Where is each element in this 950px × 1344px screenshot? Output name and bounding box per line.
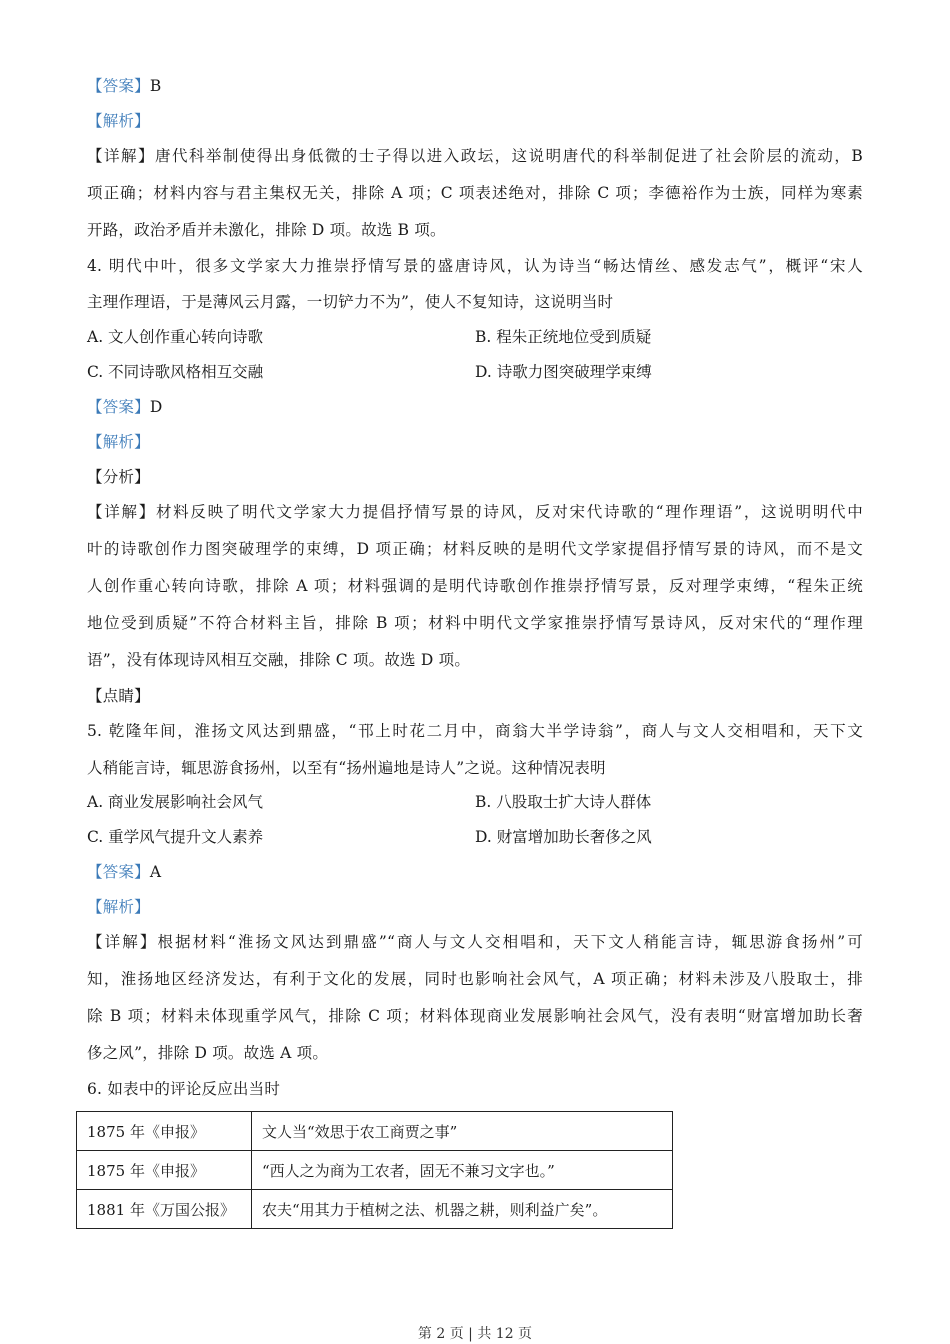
comment-cell: 文人当“效思于农工商贾之事” bbox=[252, 1112, 673, 1151]
q4-fenxi-label: 【分析】 bbox=[87, 468, 150, 486]
answer-label: 【答案】 bbox=[87, 863, 150, 881]
table-row bbox=[77, 1151, 673, 1190]
q5-detail-line-1: 【详解】根据材料“淮扬文风达到鼎盛”“商人与文人交相唱和，天下文人稍能言诗，辄思游食扬州”可 bbox=[87, 933, 863, 951]
table-row bbox=[77, 1112, 673, 1151]
q6-stem: 6. 如表中的评论反应出当时 bbox=[87, 1080, 281, 1098]
detail-label: 【详解】 bbox=[87, 503, 156, 521]
q5-stem-line-1: 5. 乾隆年间，淮扬文风达到鼎盛，“邗上时花二月中，商翁大半学诗翁”，商人与文人交相唱和，天下文 bbox=[87, 722, 863, 740]
q5-option-a: A. 商业发展影响社会风气 bbox=[87, 793, 264, 811]
q3-detail-line-2: 项正确；材料内容与君主集权无关，排除 A 项；C 项表述绝对，排除 C 项；李德裕作为士族，同样为寒素 bbox=[87, 184, 863, 202]
q3-detail-line-3: 开路，政治矛盾并未激化，排除 D 项。故选 B 项。 bbox=[87, 221, 446, 239]
q5-answer bbox=[87, 862, 161, 882]
q4-analysis-label: 【解析】 bbox=[87, 433, 150, 451]
table-row bbox=[77, 1190, 673, 1229]
answer-value: B bbox=[149, 77, 162, 95]
answer-value: A bbox=[149, 863, 162, 881]
q4-stem-line-1: 4. 明代中叶，很多文学家大力推崇抒情写景的盛唐诗风，认为诗当“畅达情丝、感发志气”，概评“宋人 bbox=[87, 257, 863, 275]
q5-option-d: D. 财富增加助长奢侈之风 bbox=[475, 828, 652, 846]
q4-stem-line-2: 主理作理语，于是薄风云月露，一切铲力不为”，使人不复知诗，这说明当时 bbox=[87, 293, 614, 311]
q5-option-c: C. 重学风气提升文人素养 bbox=[87, 828, 264, 846]
page-footer: 第 2 页 | 共 12 页 bbox=[417, 1326, 533, 1342]
detail-label: 【详解】 bbox=[87, 147, 155, 165]
q5-analysis-label: 【解析】 bbox=[87, 898, 150, 916]
q5-stem-line-2: 人稍能言诗，辄思游食扬州，以至有“扬州遍地是诗人”之说。这种情况表明 bbox=[87, 759, 606, 777]
q3-analysis-label: 【解析】 bbox=[87, 112, 150, 130]
q4-detail-line-3: 人创作重心转向诗歌，排除 A 项；材料强调的是明代诗歌创作推崇抒情写景，反对理学束缚，“程朱正统 bbox=[87, 577, 863, 595]
comment-cell: “西人之为商为工农者，固无不兼习文字也。” bbox=[252, 1151, 673, 1190]
q3-answer bbox=[87, 76, 161, 96]
answer-value: D bbox=[149, 398, 163, 416]
q4-dianjing-label: 【点睛】 bbox=[87, 687, 150, 705]
q5-option-b: B. 八股取士扩大诗人群体 bbox=[475, 793, 652, 811]
source-cell: 1881 年《万国公报》 bbox=[77, 1190, 252, 1229]
q4-detail-line-4: 地位受到质疑”不符合材料主旨，排除 B 项；材料中明代文学家推崇抒情写景诗风，反对宋代的“理作理 bbox=[87, 614, 863, 632]
q4-option-a: A. 文人创作重心转向诗歌 bbox=[87, 328, 264, 346]
q4-option-c: C. 不同诗歌风格相互交融 bbox=[87, 363, 264, 381]
q5-detail-line-2: 知，淮扬地区经济发达，有利于文化的发展，同时也影响社会风气，A 项正确；材料未涉及八股取士，排 bbox=[87, 970, 863, 988]
q5-detail-line-3: 除 B 项；材料未体现重学风气，排除 C 项；材料体现商业发展影响社会风气，没有表明“财富增加助长奢 bbox=[87, 1007, 863, 1025]
q3-detail-line-1: 【详解】唐代科举制使得出身低微的士子得以进入政坛，这说明唐代的科举制促进了社会阶层的流动，B bbox=[87, 147, 863, 165]
q6-material-table bbox=[76, 1111, 673, 1229]
answer-label: 【答案】 bbox=[87, 398, 150, 416]
source-cell: 1875 年《申报》 bbox=[77, 1112, 252, 1151]
source-cell: 1875 年《申报》 bbox=[77, 1151, 252, 1190]
q4-option-d: D. 诗歌力图突破理学束缚 bbox=[475, 363, 652, 381]
q4-option-b: B. 程朱正统地位受到质疑 bbox=[475, 328, 652, 346]
q4-detail-line-5: 语”，没有体现诗风相互交融，排除 C 项。故选 D 项。 bbox=[87, 651, 471, 669]
q4-detail-line-1: 【详解】材料反映了明代文学家大力提倡抒情写景的诗风，反对宋代诗歌的“理作理语”，这说明明代中 bbox=[87, 503, 863, 521]
q4-detail-line-2: 叶的诗歌创作力图突破理学的束缚，D 项正确；材料反映的是明代文学家提倡抒情写景的诗风，而不是文 bbox=[87, 540, 863, 558]
comment-cell: 农夫“用其力于植树之法、机器之耕，则利益广矣”。 bbox=[252, 1190, 673, 1229]
q4-answer bbox=[87, 397, 162, 417]
answer-label: 【答案】 bbox=[87, 77, 150, 95]
detail-label: 【详解】 bbox=[87, 933, 158, 951]
q5-detail-line-4: 侈之风”，排除 D 项。故选 A 项。 bbox=[87, 1044, 329, 1062]
